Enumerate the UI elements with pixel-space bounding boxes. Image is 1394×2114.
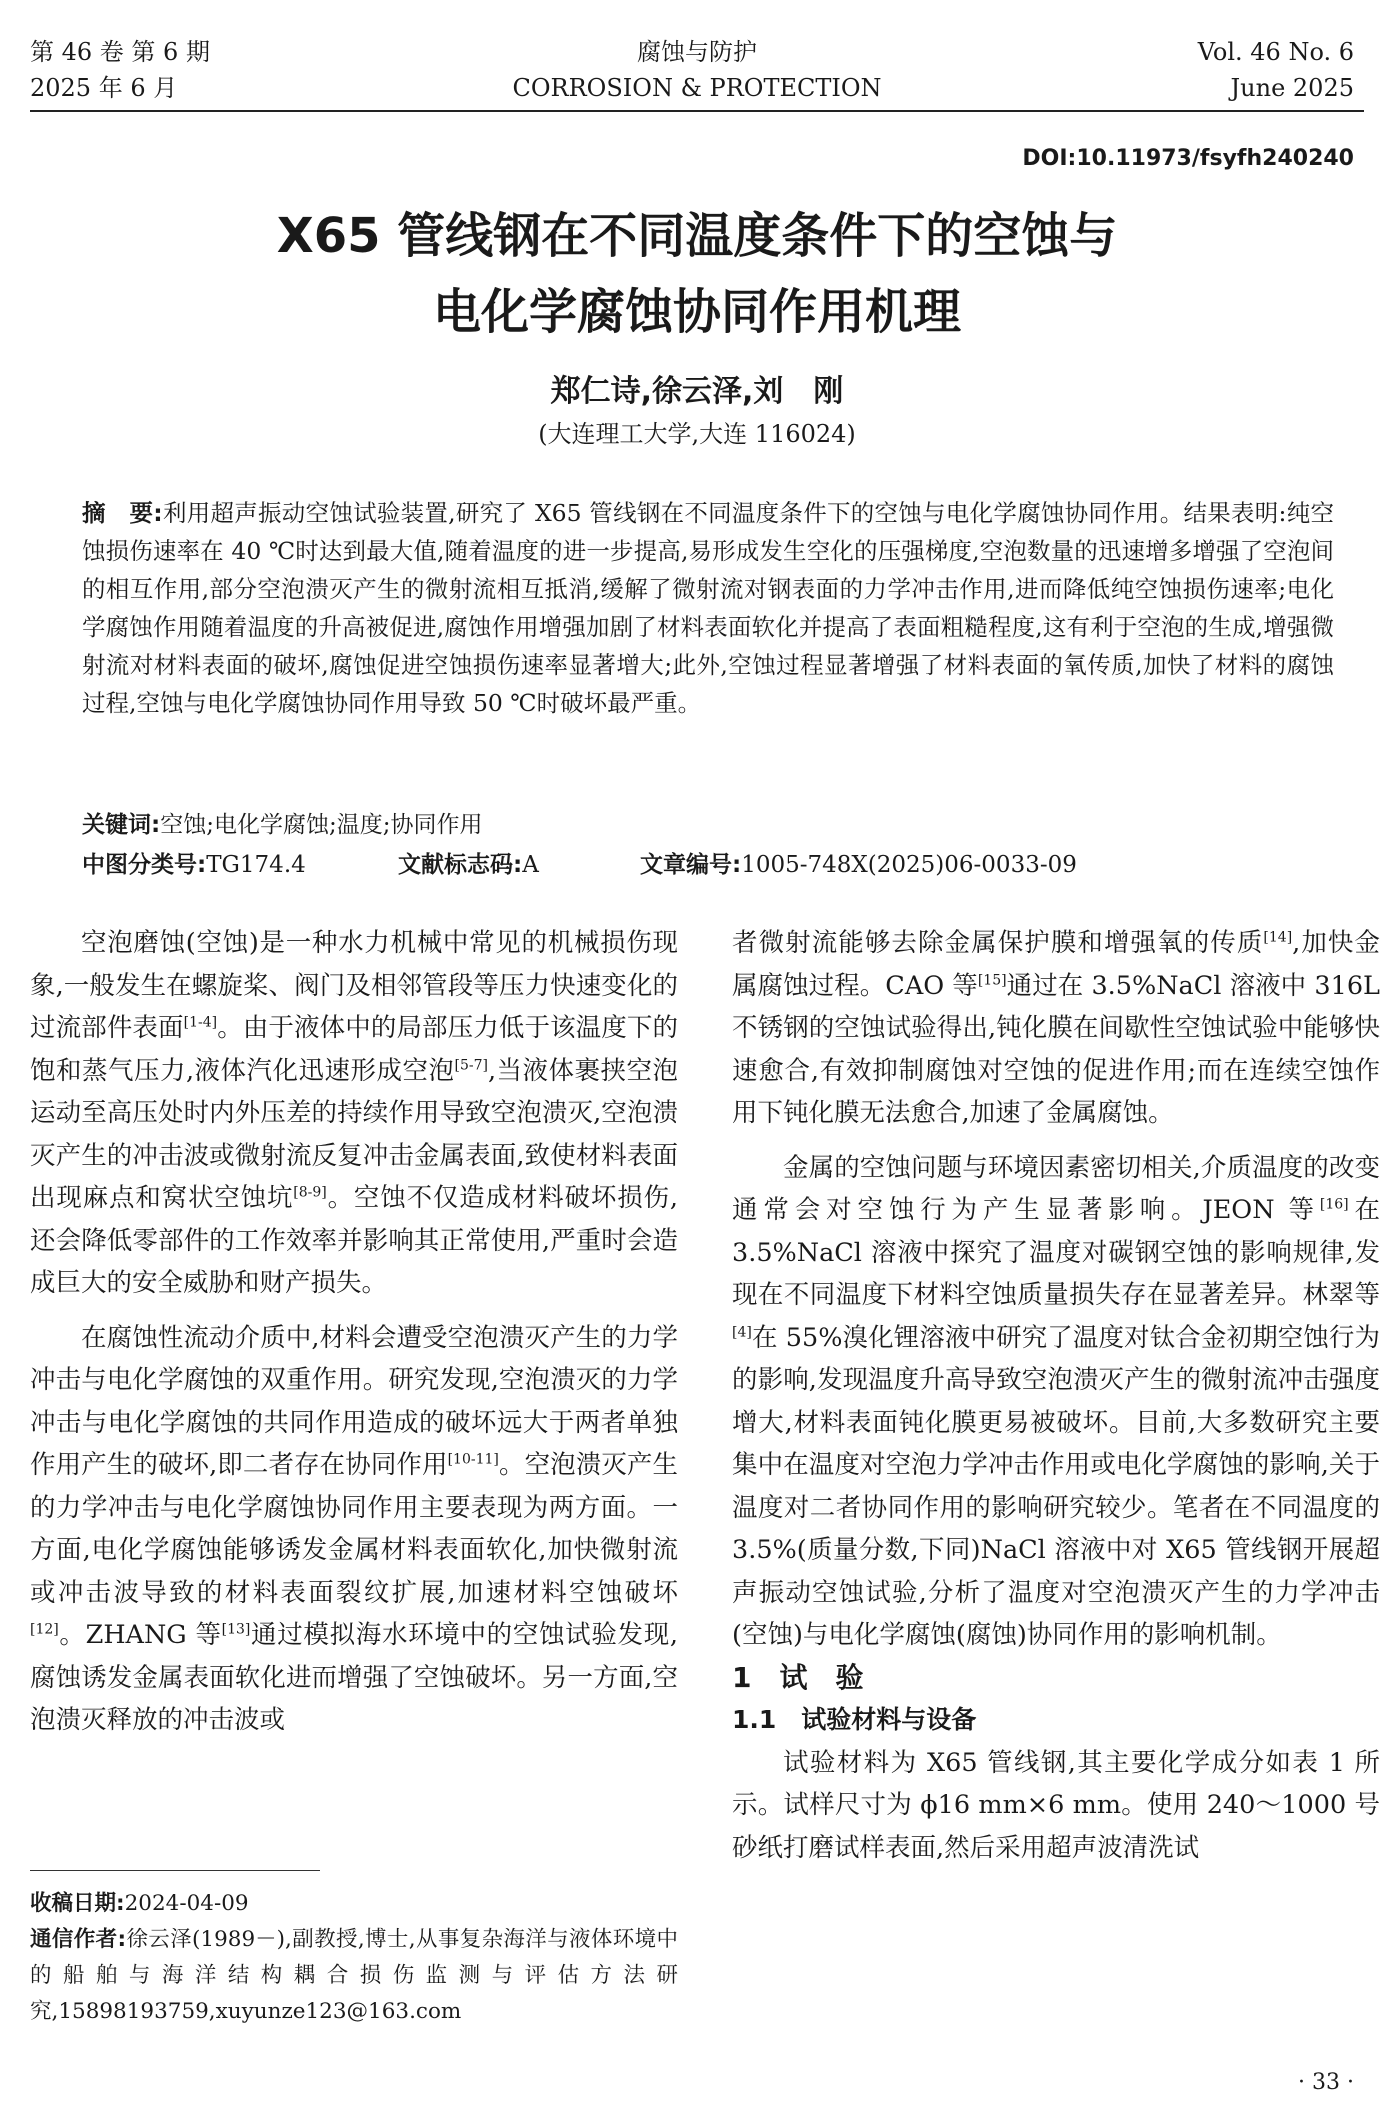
abstract-label: 摘 要:: [82, 499, 163, 527]
clc-number: 中图分类号:TG174.4: [82, 852, 306, 878]
section-heading-1: 1 试 验: [732, 1660, 864, 1694]
section-heading-1-1: 1.1 试验材料与设备: [732, 1705, 977, 1734]
paragraph-intro: 空泡磨蚀(空蚀)是一种水力机械中常见的机械损伤现象,一般发生在螺旋桨、阀门及相邻管段等压力快速变化的过流部件表面[1-4]。由于液体中的局部压力低于该温度下的饱和蒸气压力,液体汽化迅速形成空泡[5-7],当液体裹挟空泡运动至高压处时内外压差的持续作用导致空泡溃灭,空泡溃灭产生的冲击波或微射流反复冲击金属表面,致使材料表面出现麻点和窝状空蚀坑[8-9]。空蚀不仅造成材料破坏损伤,还会降低零部件的工作效率并影响其正常使用,严重时会造成巨大的安全威胁和财产损失。: [30, 928, 679, 1298]
corresponding-author: 通信作者:徐云泽(1989－),副教授,博士,从事复杂海洋与液体环境中的船舶与海洋结构耦合损伤监测与评估方法研究,15898193759,xuyunze123@163.com: [30, 1927, 679, 2024]
abstract-text: 利用超声振动空蚀试验装置,研究了 X65 管线钢在不同温度条件下的空蚀与电化学腐蚀协同作用。结果表明:纯空蚀损伤速率在 40 ℃时达到最大值,随着温度的进一步提高,易形成发生空化的压强梯度,空泡数量的迅速增多增强了空泡间的相互作用,部分空泡溃灭产生的微射流相互抵消,缓解了微射流对钢表面的力学冲击作用,进而降低纯空蚀损伤速率;电化学腐蚀作用随着温度的升高被促进,腐蚀作用增强加剧了材料表面软化并提高了表面粗糙程度,这有利于空泡的生成,增强微射流对材料表面的破坏,腐蚀促进空蚀损伤速率显著增大;此外,空蚀过程显著增强了材料表面的氧传质,加快了材料的腐蚀过程,空蚀与电化学腐蚀协同作用导致 50 ℃时破坏最严重。: [82, 499, 1334, 717]
document-code: 文献标志码:A: [398, 852, 539, 878]
header-rule: [30, 110, 1364, 112]
article-title: X65 管线钢在不同温度条件下的空蚀与 电化学腐蚀协同作用机理: [276, 208, 1118, 340]
paragraph-temperature: 金属的空蚀问题与环境因素密切相关,介质温度的改变通常会对空蚀行为产生显著影响。JEON 等[16]在 3.5%NaCl 溶液中探究了温度对碳钢空蚀的影响规律,发现在不同温度下材料空蚀质量损失存在显著差异。林翠等[4]在 55%溴化锂溶液中研究了温度对钛合金初期空蚀行为的影响,发现温度升高导致空泡溃灭产生的微射流冲击强度增大,材料表面钝化膜更易被破坏。目前,大多数研究主要集中在温度对空泡力学冲击作用或电化学腐蚀的影响,关于温度对二者协同作用的影响研究较少。笔者在不同温度的 3.5%(质量分数,下同)NaCl 溶液中对 X65 管线钢开展超声振动空蚀试验,分析了温度对空泡溃灭产生的力学冲击(空蚀)与电化学腐蚀(腐蚀)协同作用的影响机制。: [732, 1152, 1380, 1650]
keywords-label: 关键词:: [82, 812, 161, 838]
footnote-rule: [30, 1870, 320, 1871]
journal-name: 腐蚀与防护 CORROSION & PROTECTION: [512, 38, 882, 102]
doi: DOI:10.11973/fsyfh240240: [1022, 146, 1354, 171]
body-column-right: [732, 922, 1380, 1869]
authors: 郑仁诗,徐云泽,刘 刚: [550, 374, 844, 409]
body-column-left: [30, 922, 678, 1742]
journal-volume-issue: 第 46 卷 第 6 期 2025 年 6 月: [30, 38, 210, 102]
abstract: [82, 494, 1334, 722]
paragraph-materials: 试验材料为 X65 管线钢,其主要化学成分如表 1 所示。试样尺寸为 ϕ16 mm×6 mm。使用 240～1000 号砂纸打磨试样表面,然后采用超声波清洗试: [732, 1747, 1380, 1863]
page-number: · 33 ·: [1298, 2070, 1354, 2095]
paragraph-synergy: 在腐蚀性流动介质中,材料会遭受空泡溃灭产生的力学冲击与电化学腐蚀的双重作用。研究发现,空泡溃灭的力学冲击与电化学腐蚀的共同作用造成的破坏远大于两者单独作用产生的破坏,即二者存在协同作用[10-11]。空泡溃灭产生的力学冲击与电化学腐蚀协同作用主要表现为两方面。一方面,电化学腐蚀能够诱发金属材料表面软化,加快微射流或冲击波导致的材料表面裂纹扩展,加速材料空蚀破坏[12]。ZHANG 等[13]通过模拟海水环境中的空蚀试验发现,腐蚀诱发金属表面软化进而增强了空蚀破坏。另一方面,空泡溃灭释放的冲击波或: [30, 1322, 678, 1735]
paragraph-synergy-cont: 者微射流能够去除金属保护膜和增强氧的传质[14],加快金属腐蚀过程。CAO 等[15]通过在 3.5%NaCl 溶液中 316L 不锈钢的空蚀试验得出,钝化膜在间歇性空蚀试验中能够快速愈合,有效抑制腐蚀对空蚀的促进作用;而在连续空蚀作用下钝化膜无法愈合,加速了金属腐蚀。: [732, 928, 1380, 1128]
journal-volume-en: Vol. 46 No. 6 June 2025: [1197, 38, 1354, 102]
keywords-text: 空蚀;电化学腐蚀;温度;协同作用: [160, 812, 483, 838]
article-number: 文章编号:1005-748X(2025)06-0033-09: [640, 852, 1077, 878]
affiliation: (大连理工大学,大连 116024): [538, 420, 856, 448]
footnote: [30, 1886, 678, 2030]
keywords: [82, 806, 482, 839]
received-date: 收稿日期:2024-04-09: [30, 1891, 249, 1916]
